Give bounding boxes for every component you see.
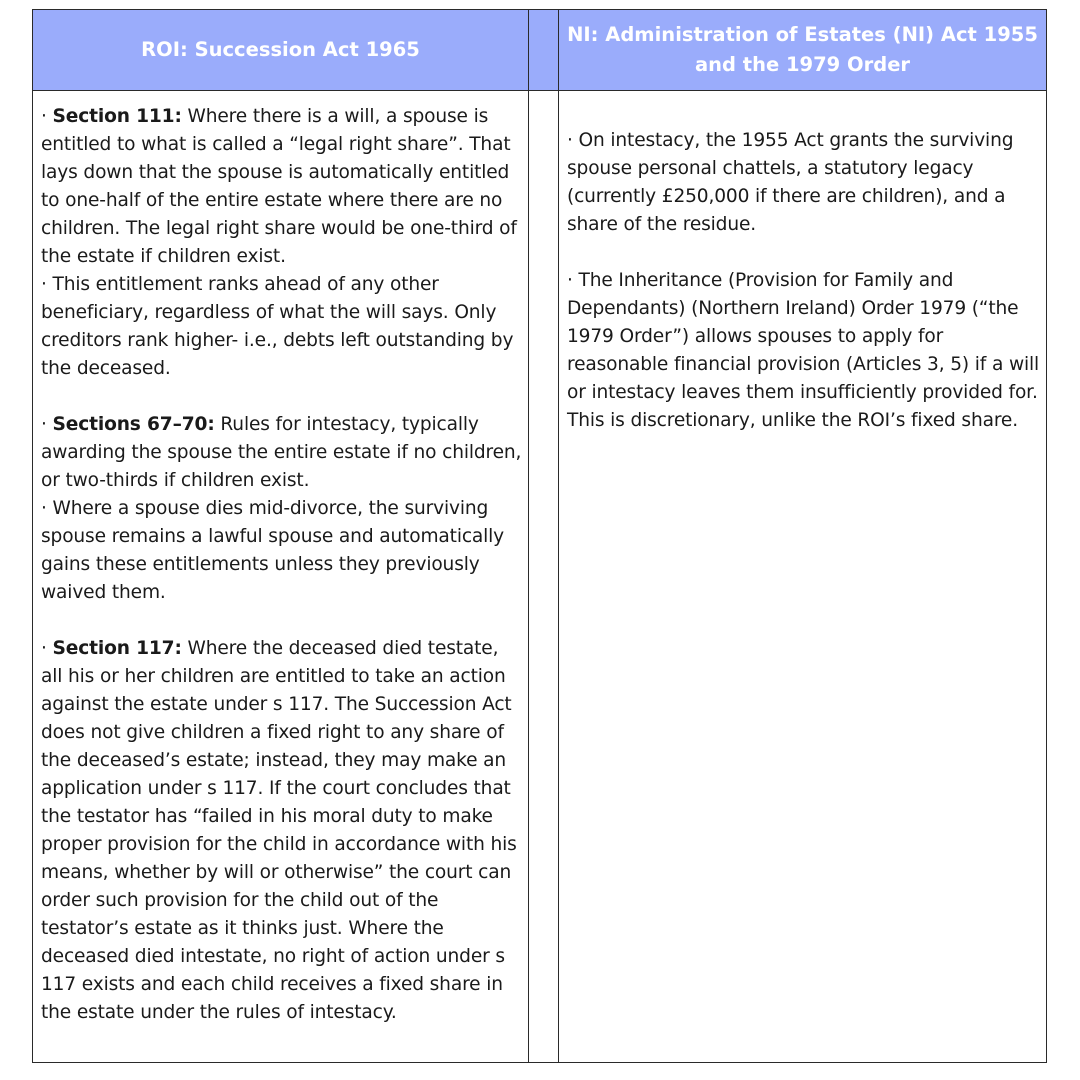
- header-spacer-column: [529, 10, 559, 91]
- bullet: ·: [41, 106, 53, 127]
- roi-section-111: [41, 103, 522, 271]
- paragraph-gap: [567, 239, 1040, 267]
- roi-sections-67-70: [41, 411, 522, 495]
- header-ni: [559, 10, 1046, 91]
- roi-section-111-ranking: · This entitlement ranks ahead of any other beneficiary, regardless of what the will says. Only creditors rank higher- i.e., debts left outstanding by the deceased.: [41, 274, 514, 379]
- roi-column: [33, 91, 529, 1062]
- paragraph-gap: [41, 607, 522, 635]
- bullet: ·: [41, 638, 53, 659]
- bullet: ·: [41, 414, 53, 435]
- spacer-column: [529, 91, 559, 1062]
- header-roi: [33, 10, 529, 91]
- ni-intestacy: · On intestacy, the 1955 Act grants the surviving spouse personal chattels, a statutory legacy (currently £250,000 if there are children), and a share of the residue.: [567, 130, 1014, 235]
- header-ni-title-line1: NI: Administration of Estates (NI) Act 1955: [567, 23, 1038, 46]
- ni-1979-order: · The Inheritance (Provision for Family and Dependants) (Northern Ireland) Order 1979 (“the 1979 Order”) allows spouses to apply for reasonable financial provision (Articles 3, 5) if a will or intestacy leaves them insufficiently provided for. This is discretionary, unlike the ROI’s fixed share.: [567, 270, 1040, 431]
- section-111-label: Section 111:: [52, 106, 182, 127]
- roi-sections-67-70-divorce: · Where a spouse dies mid-divorce, the surviving spouse remains a lawful spouse and automatically gains these entitlements unless they previously waived them.: [41, 498, 505, 603]
- section-117-text: Where the deceased died testate, all his or her children are entitled to take an action against the estate under s 117. The Succession Act does not give children a fixed right to any share of the deceased’s estate; instead, they may make an application under s 117. If the court concludes that the testator has “failed in his moral duty to make proper provision for the child in accordance with his means, whether by will or otherwise” the court can order such provision for the child out of the testator’s estate as it thinks just. Where the deceased died intestate, no right of action under s 117 exists and each child receives a fixed share in the estate under the rules of intestacy.: [41, 638, 517, 1023]
- header-roi-title: ROI: Succession Act 1965: [141, 38, 420, 61]
- sections-67-70-label: Sections 67–70:: [52, 414, 215, 435]
- section-111-text: Where there is a will, a spouse is entitled to what is called a “legal right share”. That lays down that the spouse is automatically entitled to one-half of the entire estate where there are no children. The legal right share would be one-third of the estate if children exist.: [41, 106, 517, 267]
- sections-67-70-text: Rules for intestacy, typically awarding the spouse the entire estate if no children, or two-thirds if children exist.: [41, 414, 522, 491]
- header-ni-title-line2: and the 1979 Order: [694, 53, 911, 76]
- comparison-table: [32, 9, 1047, 1063]
- ni-column: [559, 91, 1046, 1062]
- roi-section-117: [41, 635, 522, 1027]
- paragraph-gap: [41, 383, 522, 411]
- section-117-label: Section 117:: [52, 638, 182, 659]
